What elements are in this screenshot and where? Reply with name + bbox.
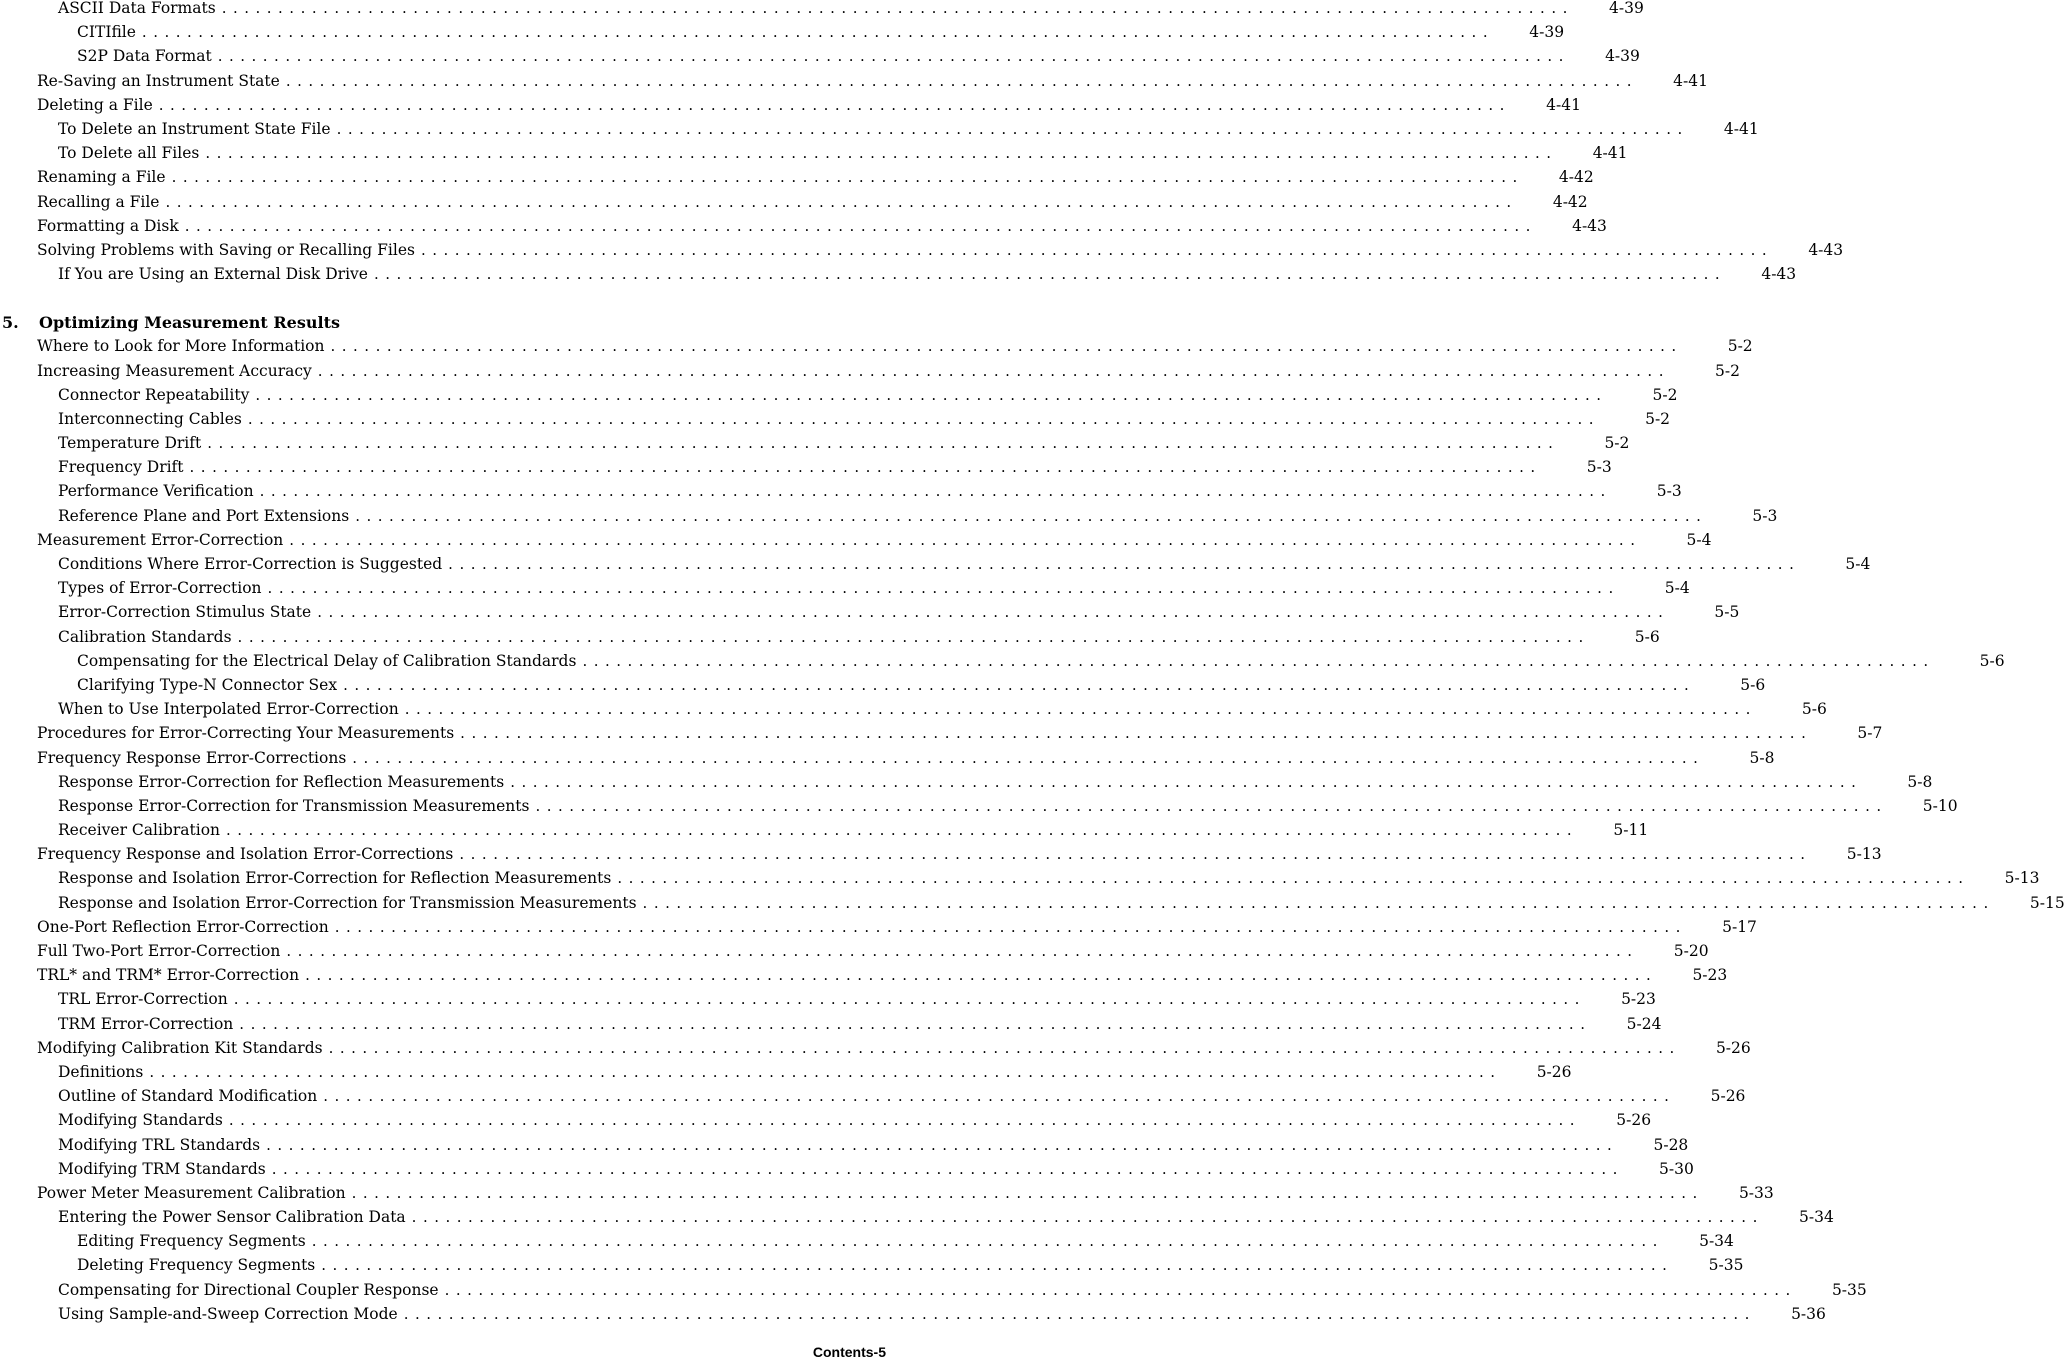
toc-entry-title: Outline of Standard Modification xyxy=(58,1087,318,1106)
toc-entry-page: 5-23 xyxy=(1692,966,1728,985)
dot-leader: ........................................................................................................................ xyxy=(289,530,1642,549)
toc-entry[interactable] xyxy=(0,528,1712,552)
toc-entry[interactable] xyxy=(0,358,1740,382)
toc-entry-title: Modifying Calibration Kit Standards xyxy=(37,1038,323,1057)
toc-entry[interactable] xyxy=(0,745,1775,769)
toc-entry[interactable] xyxy=(0,407,1671,431)
dot-leader: ........................................................................................................................ xyxy=(510,772,1863,791)
toc-entry-page: 5-2 xyxy=(1604,434,1630,453)
toc-entry-page: 4-39 xyxy=(1609,0,1644,18)
toc-entry[interactable] xyxy=(0,963,1728,987)
toc-entry[interactable] xyxy=(0,721,1883,745)
toc-entry[interactable] xyxy=(0,915,1757,939)
dot-leader: ........................................................................................................................ xyxy=(420,240,1774,259)
toc-entry-title: Clarifying Type-N Connector Sex xyxy=(77,675,338,694)
toc-entry-title: Compensating for Directional Coupler Response xyxy=(58,1280,439,1299)
toc-entry-page: 5-35 xyxy=(1831,1280,1867,1299)
dot-leader: ........................................................................................................................ xyxy=(444,1280,1797,1299)
toc-entry[interactable] xyxy=(0,190,1588,214)
toc-entry-page: 5-6 xyxy=(1979,651,2005,670)
toc-entry-page: 5-15 xyxy=(2029,893,2065,912)
toc-entry[interactable] xyxy=(0,1278,1867,1302)
toc-entry-title: Response and Isolation Error-Correction for Transmission Measurements xyxy=(58,893,637,912)
dot-leader: ........................................................................................................................ xyxy=(459,845,1812,864)
toc-entry-page: 5-35 xyxy=(1708,1256,1744,1275)
dot-leader: ........................................................................................................................ xyxy=(184,216,1537,235)
toc-entry-title: To Delete all Files xyxy=(58,144,200,163)
toc-entry-title: Deleting Frequency Segments xyxy=(77,1256,316,1275)
toc-entry-title: Recalling a File xyxy=(37,192,160,211)
toc-entry-title: Deleting a File xyxy=(37,95,153,114)
chapter-heading xyxy=(0,286,888,334)
toc-section-chapter-4 xyxy=(0,0,1844,286)
toc-entry-title: Types of Error-Correction xyxy=(58,579,262,598)
toc-entry[interactable] xyxy=(0,842,1882,866)
dot-leader: ........................................................................................................................ xyxy=(233,990,1586,1009)
toc-entry-page: 5-24 xyxy=(1626,1014,1662,1033)
toc-entry[interactable] xyxy=(0,891,2065,915)
toc-entry-page: 4-41 xyxy=(1546,95,1581,114)
toc-entry-title: Formatting a Disk xyxy=(37,216,179,235)
toc-entry-title: Definitions xyxy=(58,1062,144,1081)
toc-entry-page: 4-41 xyxy=(1723,120,1759,139)
toc-entry-page: 4-41 xyxy=(1592,144,1628,163)
toc-entry-page: 5-33 xyxy=(1738,1183,1774,1202)
toc-entry-page: 5-3 xyxy=(1752,506,1778,525)
toc-entry-title: Temperature Drift xyxy=(58,434,202,453)
toc-entry-title: Interconnecting Cables xyxy=(58,409,242,428)
toc-entry-page: 5-13 xyxy=(2004,869,2040,888)
toc-entry[interactable] xyxy=(0,455,1612,479)
toc-entry[interactable] xyxy=(0,818,1649,842)
dot-leader: ........................................................................................................................ xyxy=(617,869,1970,888)
dot-leader: ........................................................................................................................ xyxy=(226,821,1579,840)
dot-leader: ........................................................................................................................ xyxy=(271,1159,1624,1178)
toc-entry-page: 5-5 xyxy=(1714,603,1740,622)
dot-leader: ........................................................................................................................ xyxy=(207,434,1560,453)
toc-entry-title: S2P Data Format xyxy=(77,47,212,66)
dot-leader: ........................................................................................................................ xyxy=(228,1111,1582,1130)
dot-leader: ........................................................................................................................ xyxy=(305,966,1658,985)
toc-entry-title: Entering the Power Sensor Calibration Data xyxy=(58,1208,406,1227)
dot-leader: ........................................................................................................................ xyxy=(351,1183,1704,1202)
toc-entry-page: 4-43 xyxy=(1808,240,1844,259)
toc-entry[interactable] xyxy=(0,673,1766,697)
dot-leader: ........................................................................................................................ xyxy=(411,1208,1764,1227)
toc-entry[interactable] xyxy=(0,214,1607,238)
toc-entry-page: 5-2 xyxy=(1645,409,1671,428)
toc-entry-title: TRL* and TRM* Error-Correction xyxy=(37,966,300,985)
toc-entry[interactable] xyxy=(0,1302,1826,1326)
toc-entry[interactable] xyxy=(0,1036,1751,1060)
page-footer: Contents-5 xyxy=(812,1344,886,1360)
toc-entry[interactable] xyxy=(0,600,1740,624)
toc-entry-title: Renaming a File xyxy=(37,168,166,187)
toc-entry[interactable] xyxy=(0,0,1644,20)
toc-entry[interactable] xyxy=(0,1084,1746,1108)
toc-entry-title: Response and Isolation Error-Correction for Reflection Measurements xyxy=(58,869,612,888)
toc-entry-page: 5-26 xyxy=(1715,1038,1751,1057)
dot-leader: ........................................................................................................................ xyxy=(317,361,1670,380)
dot-leader: ........................................................................................................................ xyxy=(189,458,1542,477)
toc-entry-title: Modifying Standards xyxy=(58,1111,223,1130)
dot-leader: ........................................................................................................................ xyxy=(330,337,1683,356)
dot-leader: ........................................................................................................................ xyxy=(149,1062,1502,1081)
toc-entry[interactable] xyxy=(0,262,1797,286)
toc-entry-page: 4-39 xyxy=(1529,23,1565,42)
dot-leader: ........................................................................................................................ xyxy=(259,482,1612,501)
toc-entry-page: 5-26 xyxy=(1616,1111,1652,1130)
toc-entry-title: Frequency Response and Isolation Error-Corrections xyxy=(37,845,454,864)
toc-entry-title: To Delete an Instrument State File xyxy=(58,120,331,139)
toc-entry-title: Where to Look for More Information xyxy=(37,337,325,356)
toc-entry-title: Using Sample-and-Sweep Correction Mode xyxy=(58,1304,398,1323)
toc-entry[interactable] xyxy=(0,1157,1694,1181)
dot-leader: ........................................................................................................................ xyxy=(237,627,1590,646)
toc-entry[interactable] xyxy=(0,334,1753,358)
toc-entry-title: Frequency Response Error-Corrections xyxy=(37,748,347,767)
toc-entry-title: Power Meter Measurement Calibration xyxy=(37,1183,346,1202)
toc-entry-title: Compensating for the Electrical Delay of Calibration Standards xyxy=(77,651,577,670)
toc-entry-title: Re-Saving an Instrument State xyxy=(37,71,280,90)
dot-leader: ........................................................................................................................ xyxy=(141,23,1495,42)
toc-entry-page: 5-26 xyxy=(1710,1087,1746,1106)
toc-entry[interactable] xyxy=(0,117,1759,141)
toc-entry-title: Full Two-Port Error-Correction xyxy=(37,942,281,961)
toc-entry[interactable] xyxy=(0,987,1656,1011)
toc-entry-title: Conditions Where Error-Correction is Suggested xyxy=(58,555,443,574)
toc-entry-title: Modifying TRL Standards xyxy=(58,1135,261,1154)
dot-leader: ........................................................................................................................ xyxy=(403,1304,1756,1323)
dot-leader: ........................................................................................................................ xyxy=(448,555,1801,574)
toc-entry-page: 5-8 xyxy=(1907,772,1933,791)
toc-entry[interactable] xyxy=(0,431,1630,455)
toc-entry-title: Performance Verification xyxy=(58,482,254,501)
toc-entry-title: Modifying TRM Standards xyxy=(58,1159,266,1178)
toc-entry[interactable] xyxy=(0,383,1678,407)
toc-entry[interactable] xyxy=(0,794,1958,818)
dot-leader: ........................................................................................................................ xyxy=(535,796,1888,815)
toc-entry-page: 5-36 xyxy=(1791,1304,1826,1323)
toc-entry[interactable] xyxy=(0,1205,1834,1229)
dot-leader: ........................................................................................................................ xyxy=(171,168,1524,187)
toc-entry-page: 5-4 xyxy=(1845,555,1871,574)
toc-entry-page: 5-3 xyxy=(1586,458,1612,477)
dot-leader: ........................................................................................................................ xyxy=(460,724,1813,743)
toc-entry-title: Receiver Calibration xyxy=(58,821,221,840)
dot-leader: ........................................................................................................................ xyxy=(642,893,1995,912)
dot-leader: ........................................................................................................................ xyxy=(221,0,1574,18)
dot-leader: ........................................................................................................................ xyxy=(323,1087,1676,1106)
toc-entry[interactable] xyxy=(0,479,1682,503)
toc-entry[interactable] xyxy=(0,165,1594,189)
dot-leader: ........................................................................................................................ xyxy=(165,192,1518,211)
toc-entry-page: 4-43 xyxy=(1572,216,1607,235)
toc-entry-title: Response Error-Correction for Transmission Measurements xyxy=(58,796,530,815)
toc-entry[interactable] xyxy=(0,939,1709,963)
dot-leader: ........................................................................................................................ xyxy=(352,748,1705,767)
dot-leader: ........................................................................................................................ xyxy=(328,1038,1681,1057)
toc-entry[interactable] xyxy=(0,576,1690,600)
toc-entry-page: 5-28 xyxy=(1653,1135,1689,1154)
toc-entry[interactable] xyxy=(0,1229,1734,1253)
dot-leader: ........................................................................................................................ xyxy=(158,95,1511,114)
toc-entry[interactable] xyxy=(0,1253,1744,1277)
toc-entry-title: Connector Repeatability xyxy=(58,385,250,404)
toc-entry-title: Reference Plane and Port Extensions xyxy=(58,506,350,525)
toc-entry-page: 5-2 xyxy=(1652,385,1678,404)
toc-entry[interactable] xyxy=(0,1108,1652,1132)
toc-entry-title: One-Port Reflection Error-Correction xyxy=(37,917,329,936)
toc-entry-page: 5-4 xyxy=(1686,530,1712,549)
dot-leader: ........................................................................................................................ xyxy=(247,409,1601,428)
toc-entry[interactable] xyxy=(0,504,1778,528)
dot-leader: ........................................................................................................................ xyxy=(336,120,1689,139)
dot-leader: ........................................................................................................................ xyxy=(355,506,1708,525)
toc-entry-title: Increasing Measurement Accuracy xyxy=(37,361,312,380)
toc-entry-title: ASCII Data Formats xyxy=(58,0,216,18)
toc-section-chapter-5 xyxy=(0,334,2065,1326)
toc-entry-page: 4-42 xyxy=(1552,192,1588,211)
toc-entry-page: 5-2 xyxy=(1727,337,1753,356)
toc-entry[interactable] xyxy=(0,20,1565,44)
chapter-number: 5. xyxy=(2,313,19,333)
chapter-title: Optimizing Measurement Results xyxy=(39,313,340,333)
toc-entry-page: 4-42 xyxy=(1558,168,1594,187)
toc-entry-title: Frequency Drift xyxy=(58,458,184,477)
toc-entry[interactable] xyxy=(0,69,1708,93)
toc-entry-title: Calibration Standards xyxy=(58,627,232,646)
toc-entry-page: 5-6 xyxy=(1740,675,1766,694)
toc-entry-title: Solving Problems with Saving or Recalling Files xyxy=(37,240,415,259)
dot-leader: ........................................................................................................................ xyxy=(286,942,1639,961)
dot-leader: ........................................................................................................................ xyxy=(239,1014,1592,1033)
dot-leader: ........................................................................................................................ xyxy=(317,603,1670,622)
toc-entry[interactable] xyxy=(0,1132,1689,1156)
toc-entry-title: Editing Frequency Segments xyxy=(77,1232,306,1251)
toc-entry[interactable] xyxy=(0,697,1827,721)
dot-leader: ........................................................................................................................ xyxy=(267,579,1620,598)
toc-entry[interactable] xyxy=(0,1060,1572,1084)
dot-leader: ........................................................................................................................ xyxy=(404,700,1757,719)
toc-entry-page: 5-7 xyxy=(1857,724,1883,743)
toc-entry[interactable] xyxy=(0,1181,1774,1205)
dot-leader: ........................................................................................................................ xyxy=(285,71,1638,90)
toc-entry-title: TRM Error-Correction xyxy=(58,1014,234,1033)
toc-entry[interactable] xyxy=(0,866,2040,890)
toc-entry[interactable] xyxy=(0,625,1660,649)
toc-entry-title: Procedures for Error-Correcting Your Measurements xyxy=(37,724,455,743)
toc-entry-page: 5-26 xyxy=(1536,1062,1572,1081)
dot-leader: ........................................................................................................................ xyxy=(373,265,1727,284)
toc-entry-page: 5-3 xyxy=(1656,482,1682,501)
dot-leader: ........................................................................................................................ xyxy=(343,675,1696,694)
toc-entry[interactable] xyxy=(0,44,1640,68)
toc-entry-page: 5-23 xyxy=(1621,990,1656,1009)
toc-entry-title: TRL Error-Correction xyxy=(58,990,228,1009)
dot-leader: ........................................................................................................................ xyxy=(266,1135,1619,1154)
toc-entry[interactable] xyxy=(0,552,1871,576)
toc-entry-title: Error-Correction Stimulus State xyxy=(58,603,312,622)
toc-entry-page: 5-34 xyxy=(1799,1208,1834,1227)
toc-entry-page: 5-10 xyxy=(1922,796,1958,815)
dot-leader: ........................................................................................................................ xyxy=(321,1256,1674,1275)
toc-entry-page: 5-8 xyxy=(1749,748,1775,767)
toc-entry-page: 4-41 xyxy=(1673,71,1708,90)
dot-leader: ........................................................................................................................ xyxy=(311,1232,1664,1251)
toc-entry-page: 5-6 xyxy=(1634,627,1660,646)
toc-entry[interactable] xyxy=(0,770,1933,794)
dot-leader: ........................................................................................................................ xyxy=(217,47,1570,66)
toc-entry-page: 5-34 xyxy=(1699,1232,1734,1251)
toc-entry-page: 4-39 xyxy=(1605,47,1640,66)
toc-entry-page: 5-30 xyxy=(1659,1159,1694,1178)
toc-entry-page: 5-4 xyxy=(1664,579,1690,598)
toc-entry-title: When to Use Interpolated Error-Correction xyxy=(58,700,399,719)
dot-leader: ........................................................................................................................ xyxy=(334,917,1687,936)
toc-entry-title: If You are Using an External Disk Drive xyxy=(58,265,368,284)
dot-leader: ........................................................................................................................ xyxy=(582,651,1935,670)
toc-entry-title: Response Error-Correction for Reflection Measurements xyxy=(58,772,505,791)
toc-entry[interactable] xyxy=(0,238,1844,262)
toc-entry-title: Measurement Error-Correction xyxy=(37,530,284,549)
dot-leader: ........................................................................................................................ xyxy=(205,144,1558,163)
toc-entry[interactable] xyxy=(0,1012,1662,1036)
toc-entry-page: 5-13 xyxy=(1846,845,1882,864)
toc-entry-page: 5-20 xyxy=(1673,942,1709,961)
toc-entry-page: 5-11 xyxy=(1613,821,1649,840)
dot-leader: ........................................................................................................................ xyxy=(255,385,1608,404)
toc-entry-page: 5-2 xyxy=(1715,361,1740,380)
toc-entry[interactable] xyxy=(0,141,1628,165)
toc-entry-page: 5-6 xyxy=(1801,700,1827,719)
toc-entry-page: 4-43 xyxy=(1761,265,1797,284)
toc-entry[interactable] xyxy=(0,93,1581,117)
toc-entry-title: CITIfile xyxy=(77,23,136,42)
toc-entry[interactable] xyxy=(0,649,2005,673)
toc-entry-page: 5-17 xyxy=(1722,917,1757,936)
